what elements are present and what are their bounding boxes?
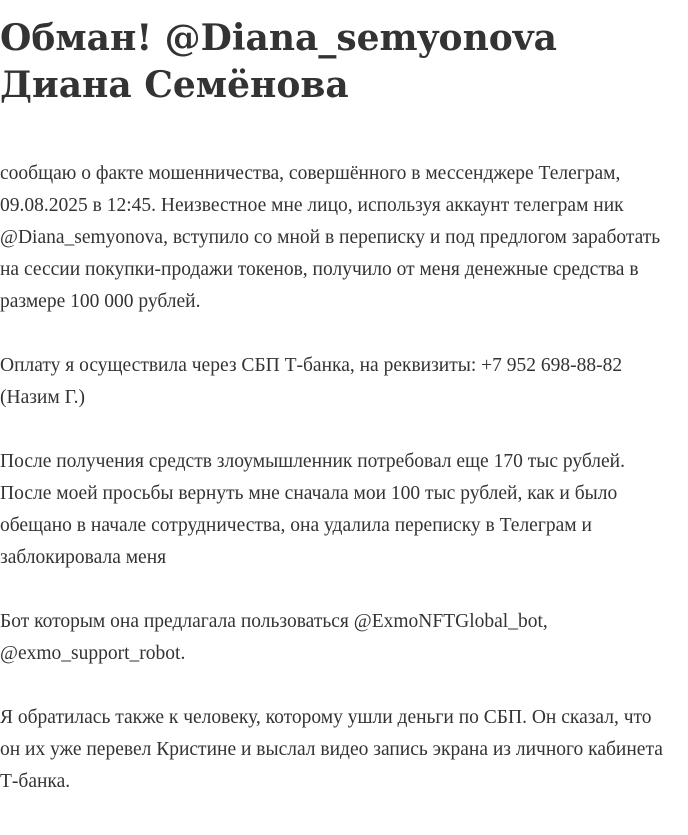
paragraph-extra-demand: После получения средств злоумышленник потребовал еще 170 тыс рублей. После моей просьбы вернуть мне сначала мои 100 тыс рублей, как и было обещано в начале сотрудничества, она удалила переписку в Телеграм и заблокировала меня xyxy=(0,451,625,568)
paragraph-recipient-contact: Я обратилась также к человеку, которому ушли деньги по СБП. Он сказал, что он их уже перевел Кристине и выслал видео запись экрана из личного кабинета Т-банка. xyxy=(0,707,663,792)
article-title: Обман! @Diana_semyonova Диана Семёнова xyxy=(0,17,557,106)
article-body xyxy=(0,158,670,830)
paragraph-fraud-report: сообщаю о факте мошенничества, совершённого в мессенджере Телеграм, 09.08.2025 в 12:45. Неизвестное мне лицо, используя аккаунт телеграм ник @Diana_semyonova, вступило со мной в переписку и под предлогом заработать на сессии покупки-продажи токенов, получило от меня денежные средства в размере 100 000 рублей. xyxy=(0,163,661,312)
paragraph-payment-details: Оплату я осуществила через СБП Т-банка, на реквизиты: +7 952 698-88-82 (Назим Г.) xyxy=(0,355,623,408)
paragraph-bots: Бот которым она предлагала пользоваться @ExmoNFTGlobal_bot, @exmo_support_robot. xyxy=(0,611,548,664)
